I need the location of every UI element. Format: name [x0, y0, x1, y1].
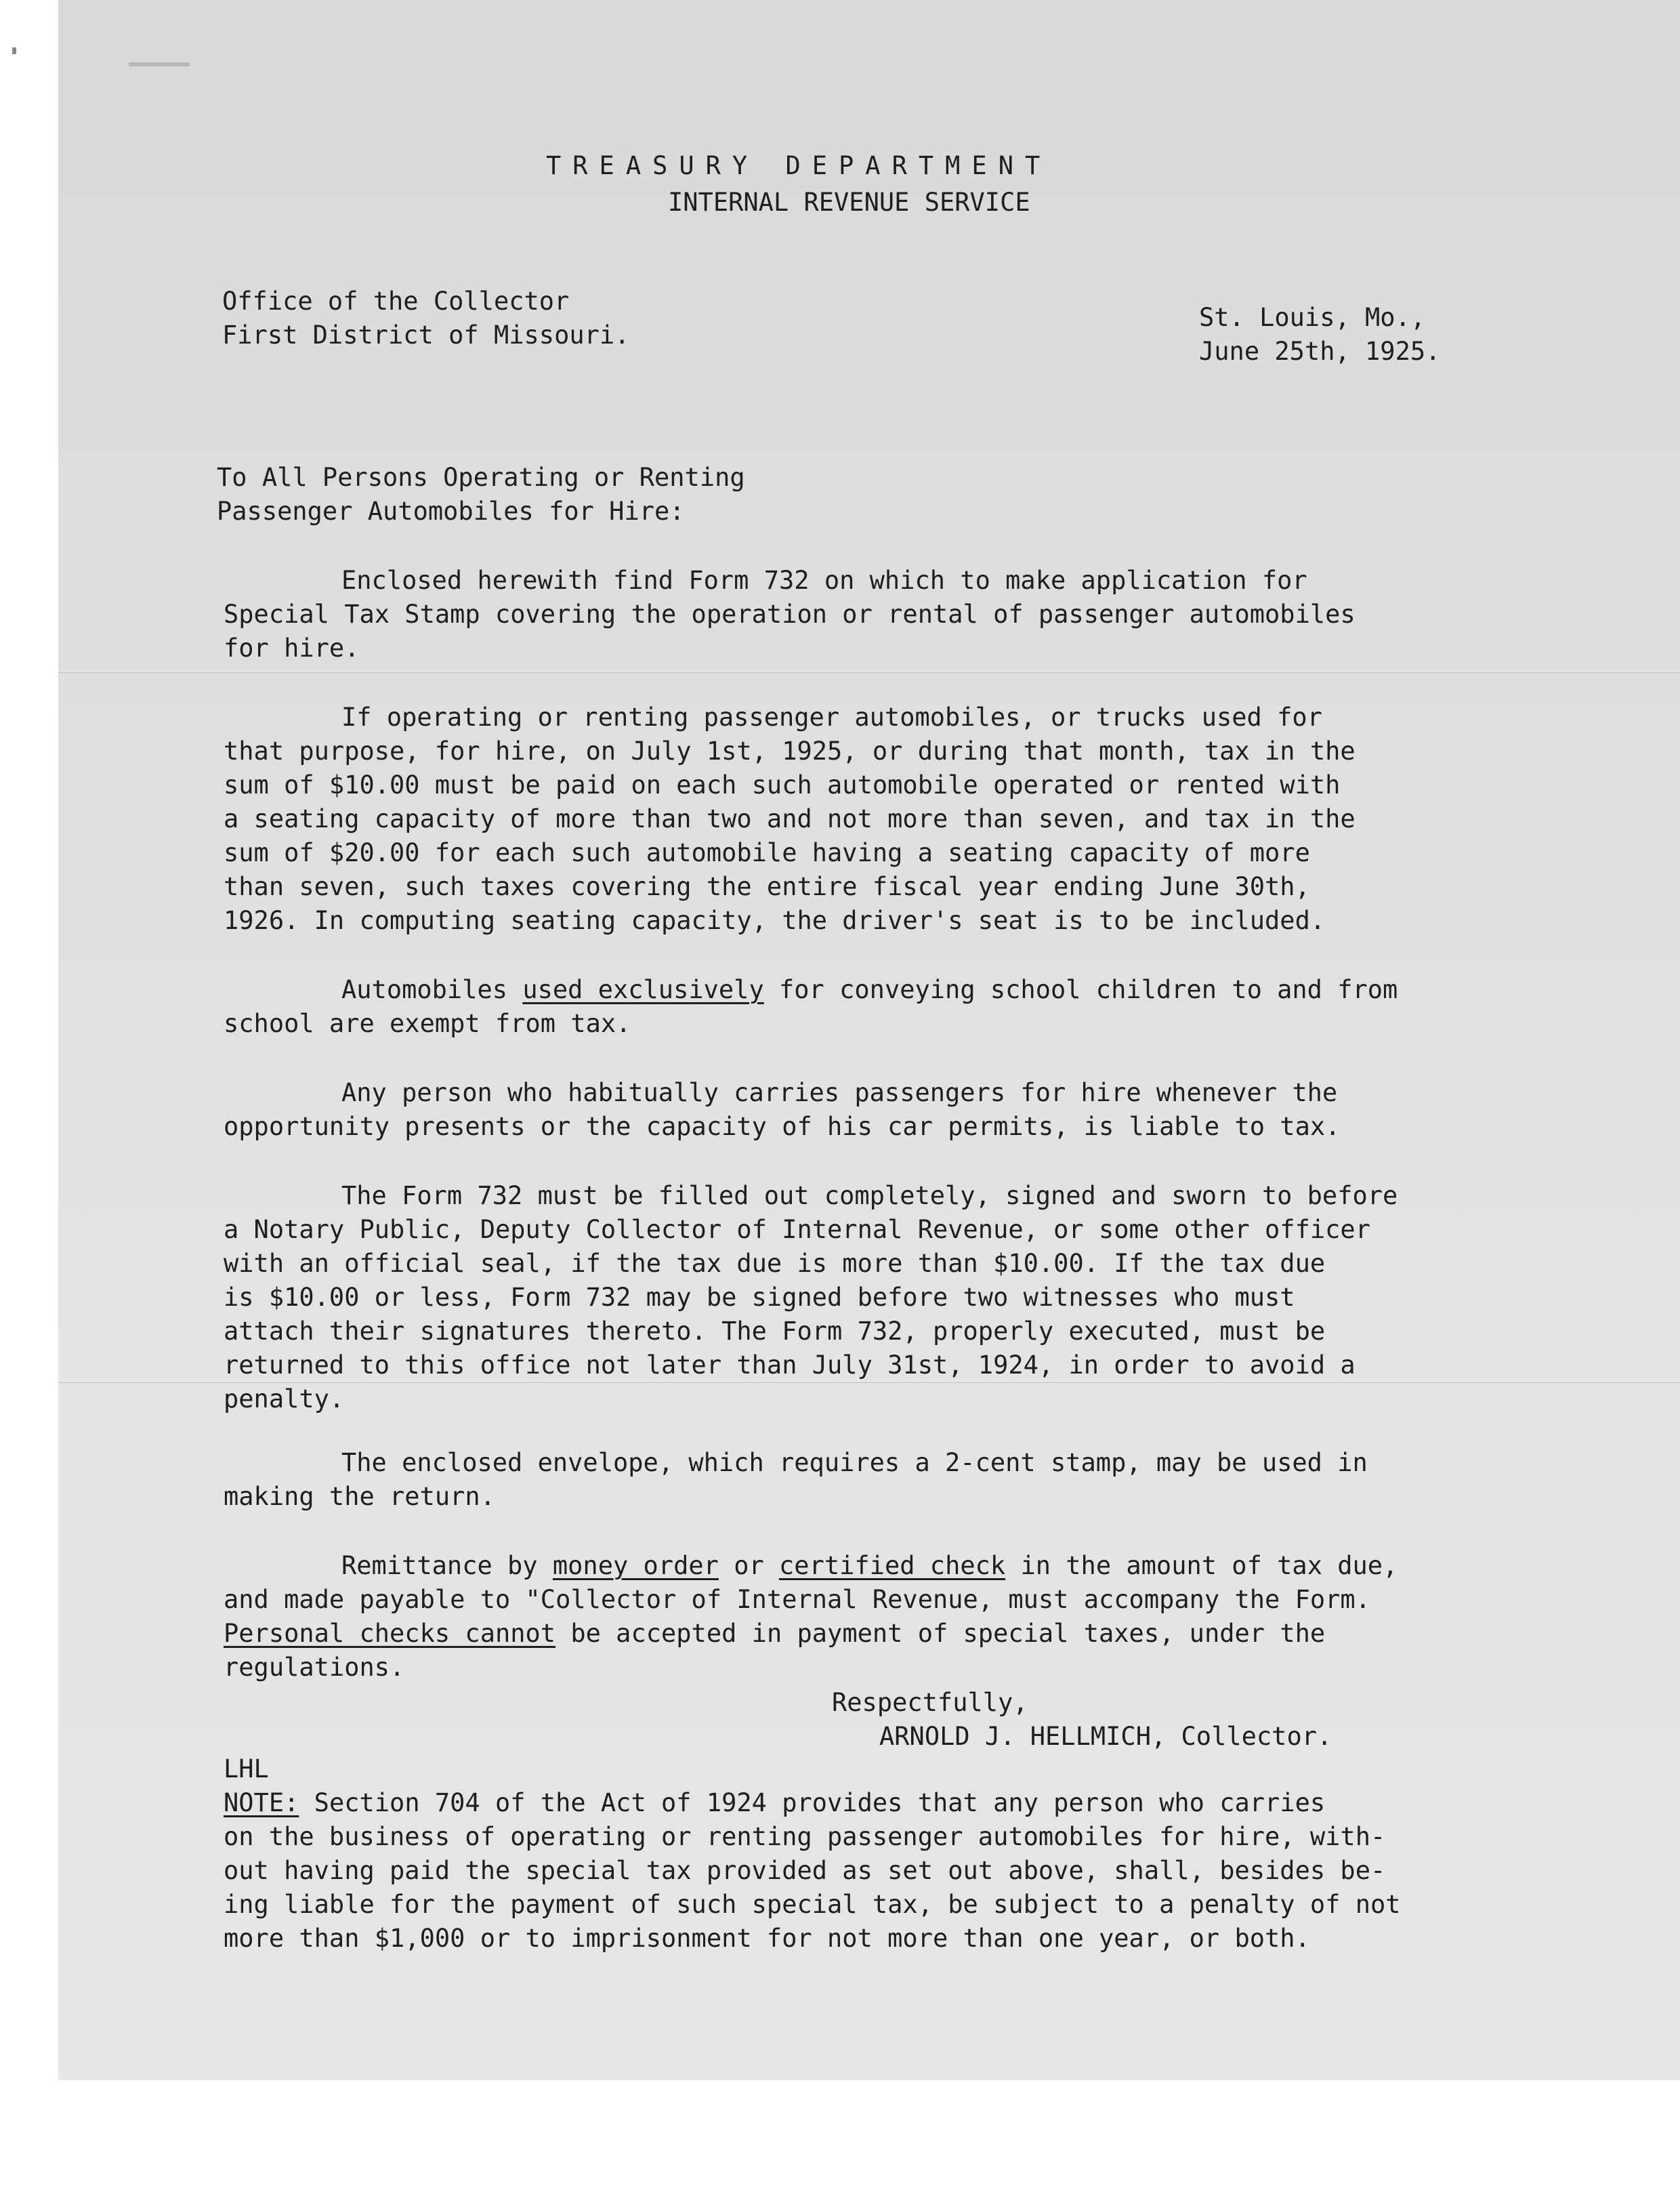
text-run: for conveying school children to and from	[763, 975, 1398, 1004]
underlined-text: used exclusively	[522, 975, 764, 1004]
paragraph-1-line: Enclosed herewith find Form 732 on which to make application for	[341, 566, 1307, 595]
salutation-line-2: Passenger Automobiles for Hire:	[217, 497, 685, 526]
paragraph-1-line: for hire.	[224, 634, 360, 663]
paragraph-5-line: is $10.00 or less, Form 732 may be signed before two witnesses who must	[224, 1283, 1295, 1312]
text-run: in the amount of tax due,	[1005, 1551, 1398, 1580]
note-line: more than $1,000 or to imprisonment for not more than one year, or both.	[224, 1924, 1310, 1953]
paragraph-5-line: The Form 732 must be filled out completely, signed and sworn to before	[341, 1181, 1398, 1210]
paragraph-7-line	[341, 1549, 1398, 1582]
note-line: out having paid the special tax provided as set out above, shall, besides be-	[224, 1856, 1386, 1885]
underlined-text: money order	[552, 1551, 719, 1580]
paragraph-3-line: school are exempt from tax.	[224, 1009, 631, 1038]
note-line: ing liable for the payment of such special tax, be subject to a penalty of not	[224, 1890, 1401, 1919]
text-run: Section 704 of the Act of 1924 provides that any person who carries	[299, 1788, 1326, 1817]
text-run: be accepted in payment of special taxes, under the	[555, 1619, 1326, 1648]
paragraph-1-line: Special Tax Stamp covering the operation or rental of passenger automobiles	[224, 600, 1356, 629]
paragraph-4-line: Any person who habitually carries passengers for hire whenever the	[341, 1078, 1338, 1107]
paragraph-2-line: If operating or renting passenger automobiles, or trucks used for	[341, 703, 1322, 732]
paragraph-7-line: regulations.	[224, 1653, 405, 1682]
office-line-2: First District of Missouri.	[222, 321, 630, 350]
letterhead-department: TREASURY DEPARTMENT	[546, 151, 1052, 180]
text-run: Remittance by	[341, 1551, 553, 1580]
underlined-text: certified check	[779, 1551, 1006, 1580]
letterhead-service: INTERNAL REVENUE SERVICE	[668, 188, 1030, 217]
note-line: on the business of operating or renting passenger automobiles for hire, with-	[224, 1822, 1386, 1851]
paragraph-7-line	[224, 1617, 1325, 1650]
paragraph-2-line: a seating capacity of more than two and not more than seven, and tax in the	[224, 804, 1356, 833]
paragraph-5-line: a Notary Public, Deputy Collector of Internal Revenue, or some other officer	[224, 1215, 1370, 1244]
paragraph-7-line: and made payable to "Collector of Internal Revenue, must accompany the Form.	[224, 1585, 1370, 1614]
text-run: Automobiles	[341, 975, 523, 1004]
date-line: June 25th, 1925.	[1199, 337, 1441, 366]
place-line: St. Louis, Mo.,	[1199, 303, 1426, 332]
paragraph-5-line: penalty.	[224, 1384, 345, 1413]
text-run: or	[718, 1551, 780, 1580]
paragraph-2-line: that purpose, for hire, on July 1st, 1925, or during that month, tax in the	[224, 737, 1356, 766]
paragraph-5-line: with an official seal, if the tax due is more than $10.00. If the tax due	[224, 1249, 1326, 1278]
paragraph-5-line: attach their signatures thereto. The Form 732, properly executed, must be	[224, 1317, 1326, 1346]
paragraph-2-line: sum of $20.00 for each such automobile having a seating capacity of more	[224, 838, 1310, 867]
note-line	[224, 1786, 1325, 1819]
salutation-line-1: To All Persons Operating or Renting	[217, 463, 745, 492]
closing-respectfully: Respectfully,	[832, 1688, 1028, 1717]
underlined-text: Personal checks cannot	[224, 1619, 556, 1648]
paragraph-2-line: than seven, such taxes covering the entire fiscal year ending June 30th,	[224, 872, 1310, 901]
paragraph-5-line: returned to this office not later than July 31st, 1924, in order to avoid a	[224, 1350, 1356, 1380]
paragraph-4-line: opportunity presents or the capacity of his car permits, is liable to tax.	[224, 1112, 1341, 1141]
typist-initials: LHL	[224, 1754, 269, 1783]
paragraph-3-line	[341, 973, 1398, 1006]
closing-signature: ARNOLD J. HELLMICH, Collector.	[879, 1722, 1332, 1751]
paragraph-6-line: making the return.	[224, 1482, 495, 1511]
paragraph-6-line: The enclosed envelope, which requires a 2-cent stamp, may be used in	[341, 1448, 1368, 1477]
office-line-1: Office of the Collector	[222, 287, 570, 316]
paragraph-2-line: 1926. In computing seating capacity, the driver's seat is to be included.	[224, 906, 1326, 935]
note-label: NOTE:	[224, 1788, 299, 1817]
paragraph-2-line: sum of $10.00 must be paid on each such automobile operated or rented with	[224, 770, 1341, 800]
